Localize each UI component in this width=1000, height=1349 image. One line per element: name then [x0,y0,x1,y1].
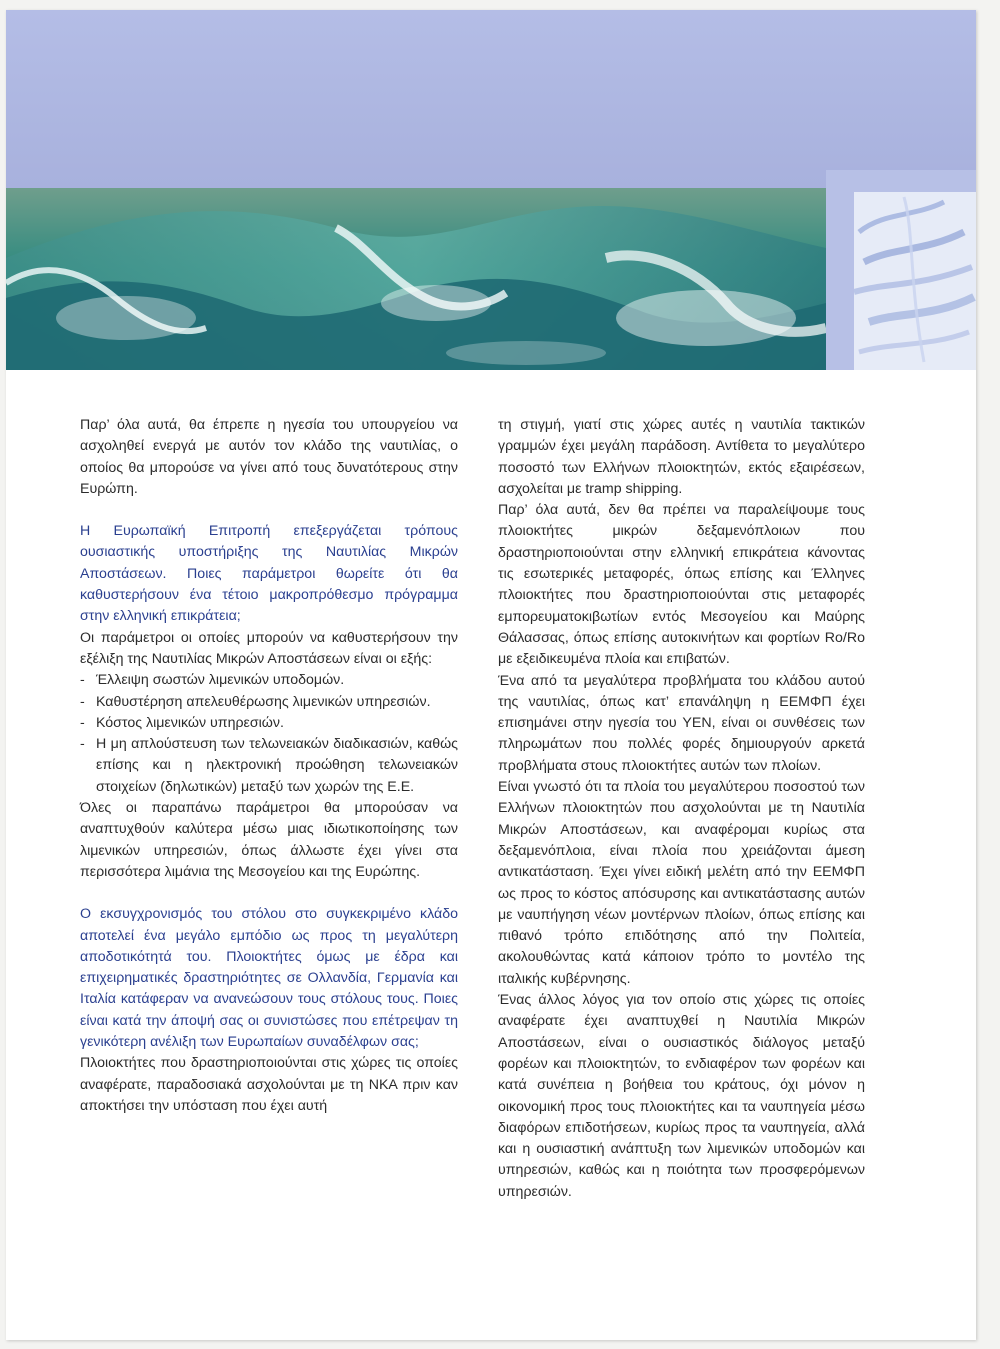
brush-stroke-icon [854,192,976,370]
right-column [498,415,865,1203]
left-column [80,415,458,1117]
answer-start: Πλοιοκτήτες που δραστηριοποιούνται στις χώρες τις οποίες αναφέρατε, παραδοσιακά ασχολούνται με τη ΝΚΑ πριν καν αποκτήσει την υπόσταση που έχει αυτή [80,1055,458,1114]
answer-intro: Οι παράμετροι οι οποίες μπορούν να καθυστερήσουν την εξέλιξη της Ναυτιλίας Μικρών Αποστάσεων είναι οι εξής: [80,629,458,667]
paragraph: τη στιγμή, γιατί στις χώρες αυτές η ναυτιλία τακτικών γραμμών έχει μεγάλη παράδοση. Αντίθετα το μεγαλύτερο ποσοστό των Ελλήνων πλοιοκτητών, εκτός εξαιρέσεων, ασχολείται με tramp shipping. [498,417,865,497]
answer-outro: Όλες οι παραπάνω παράμετροι θα μπορούσαν να αναπτυχθούν καλύτερα μέσω μιας ιδιωτικοποίησης των λιμενικών υπηρεσιών, όπως άλλωστε έχει γίνει στα περισσότερα λιμάνια της Μεσογείου και της Ευρώπης. [80,800,458,880]
magazine-page [6,10,976,1340]
list-item: - Καθυστέρηση απελευθέρωσης λιμενικών υπηρεσιών. [80,693,431,710]
list-item: - Κόστος λιμενικών υπηρεσιών. [80,714,284,731]
paragraph: Ένα από τα μεγαλύτερα προβλήματα του κλάδου αυτού της ναυτιλίας, όπως κατ’ επανάληψη η ΕΕΜΦΠ έχει επισημάνει στην ηγεσία του ΥΕΝ, είναι οι συνθέσεις των πληρωμάτων που πολλές φορές δημιουργούν αρκετά προβλήματα στους πλοιοκτήτες αυτών των πλοίων. [498,672,865,774]
decorative-side-panel [826,170,976,370]
paragraph: Είναι γνωστό ότι τα πλοία του μεγαλύτερου ποσοστού των Ελλήνων πλοιοκτητών που ασχολούνται με τη Ναυτιλία Μικρών Αποστάσεων, και αναφέρομαι κυρίως στα δεξαμενόπλοια, είναι πλοία που χρειάζονται άμεση αντικατάσταση. Έχει γίνει ειδική μελέτη από την ΕΕΜΦΠ ως προς το κόστος απόσυρσης και αντικατάστασης αυτών με ναυπήγηση νέων μοντέρνων πλοίων, όπως επίσης και πιθανό τρόπο επιδότησης από την Πολιτεία, ακολουθώντας κατά κάποιον τρόπο το μοντέλο της ιταλικής κυβέρνησης. [498,779,865,987]
brush-stroke-art [854,192,976,370]
paragraph: Παρ’ όλα αυτά, θα έπρεπε η ηγεσία του υπουργείου να ασχοληθεί ενεργά με αυτόν τον κλάδο της ναυτιλίας, ο οποίος θα μπορούσε να γίνει από τους δυνατότερους στην Ευρώπη. [80,417,458,497]
interview-question: Η Ευρωπαϊκή Επιτροπή επεξεργάζεται τρόπους ουσιαστικής υποστήριξης της Ναυτιλίας Μικρών Αποστάσεων. Ποιες παράμετροι θωρείτε ότι θα καθυστερήσουν ένα τέτοιο μακροπρόθεσμο πρόγραμμα στην ελληνική επικράτεια; [80,523,458,625]
header-color-band [6,10,976,188]
paragraph: Ένας άλλος λόγος για τον οποίο στις χώρες τις οποίες αναφέρατε έχει αναπτυχθεί η Ναυτιλία Μικρών Αποστάσεων, είναι ο ουσιαστικός διάλογος μεταξύ φορέων και πλοιοκτητών, το ενδιαφέρον των φορέων και κατά συνέπεια η βοήθεια του κράτους, όχι μόνον η οικονομική προς τους πλοιοκτήτες και τα ναυπηγεία μέσω διαφόρων επιδοτήσεων, κυρίως προς τα ναυπηγεία, αλλά και η ουσιαστική ανάπτυξη των λιμενικών υποδομών και υπηρεσιών, καθώς και η ποιότητα των προσφερόμενων υπηρεσιών. [498,992,865,1200]
bullet-list [80,670,458,798]
ocean-wave-photo [6,188,826,370]
list-item: - Έλλειψη σωστών λιμενικών υποδομών. [80,672,345,689]
interview-question: Ο εκσυγχρονισμός του στόλου στο συγκεκριμένο κλάδο αποτελεί ένα μεγάλο εμπόδιο ως προς τη μεγαλύτερη αποδοτικότητά του. Πλοιοκτήτες όμως με έδρα και επιχειρηματικές δραστηριότητες σε Ολλανδία, Γερμανία και Ιταλία κατάφεραν να ανανεώσουν τους στόλους τους. Ποιες είναι κατά την άποψή σας οι συνιστώσες που επέτρεψαν τη γενικότερη ανέλιξη των Ευρωπαίων συναδέλφων σας; [80,906,458,1051]
ocean-wave-icon [6,188,826,370]
paragraph: Παρ’ όλα αυτά, δεν θα πρέπει να παραλείψουμε τους πλοιοκτήτες μικρών δεξαμενόπλοιων που δραστηριοποιούνται στην ελληνική επικράτεια κάνοντας τις εσωτερικές μεταφορές, όπως επίσης και Έλληνες πλοιοκτήτες που δραστηριοποιούνται στις μεταφορές εμπορευματοκιβωτίων εντός Μεσογείου και Μαύρης Θάλασσας, όπως επίσης αυτοκινήτων και φορτίων Ro/Ro με εξειδικευμένα πλοία και επιβατών. [498,502,865,668]
list-item: - Η μη απλούστευση των τελωνειακών διαδικασιών, καθώς επίσης και η ηλεκτρονική προώθηση τελωνειακών στοιχείων (δηλωτικών) μεταξύ των χωρών της Ε.Ε. [80,736,458,795]
